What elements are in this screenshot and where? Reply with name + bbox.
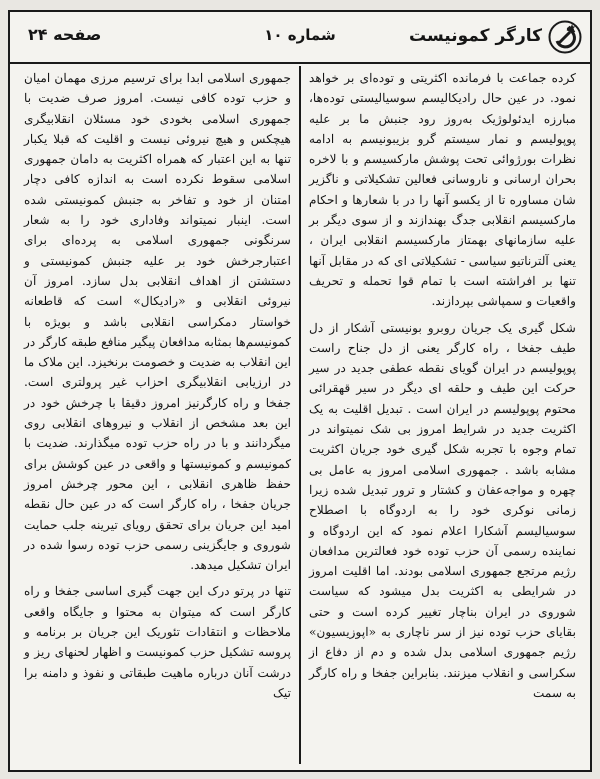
- newspaper-page: [8, 10, 592, 772]
- paragraph: جمهوری اسلامی ابدا برای ترسیم مرزی مهمان امیان و حزب توده کافی نیست. امروز صرف ضدیت با جمهوری اسلامی بخودی خود مسئلان انقلابیگری هیچکس و هیچ نیروئی نیست و اقلیت که قبلا یکبار تنها به این اعتبار که همراه اکثریت به دامان جمهوری اسلامی سقوط نکرده است به اندازه کافی دچار امتنان از خود و تفاخر به جنبش کمونیستی شده است. اینبار نمیتواند وفاداری خود را به شعار سرنگونی جمهوری اسلامی به پرده‌ای برای اعتبارجرخش خود بر علیه جنبش کمونیستی و دستشتن از اهداف انقلابی بدل سازد. امروز آن نیروئی انقلابی و «رادیکال» است که قاطعانه خواستار دمکراسی انقلابی باشد و بویژه با کمونیسم‌ها بمثابه مدافعان پیگیر منافع طبقه کارگر در این انقلاب به ضدیت و خصومت برنخیزد. این ملاک ما در ارزیابی انقلابیگری احزاب غیر پرولتری است. جفخا و راه کارگرنیز امروز دقیقا با چرخش خود در این بعد مشخص از انقلاب و نیروهای انقلابی روی میگردانند و با در راه حزب توده میگذارند. ضدیت با کمونیسم و کمونیستها و واقعی در عین کوشش برای حفظ ظاهری انقلابی ، این محور چرخش امروز جریان جفخا ، راه کارگر است که در عین حال نقطه امید این جریان برای تحقق رویای تیرینه جلب حمایت شوروی و جایگزینی رسمی حزب توده رسوا شده در ایران تشکیل میدهد.: [24, 71, 291, 573]
- paragraph: تنها در پرتو درک این جهت گیری اساسی جفخا و راه کارگر است که میتوان به محتوا و جایگاه واقعی ملاحظات و انتقادات تئوریک این جریان بر برنامه و پروسه تشکیل حزب کمونیست و اظهار لحنهای ریز و درشت آنان درباره ماهیت طبقاتی و نفوذ و دامنه برا تیک: [24, 584, 291, 700]
- article-columns: [16, 66, 584, 764]
- paragraph: شکل گیری یک جریان روبرو بونیستی آشکار از دل طیف جفخا ، راه کارگر یعنی از دل جناح راست پوپولیسم در ایران گویای نقطه عطفی جدید در سیر حرکت این طیف و حلقه ای دیگر در سیر قهقرائی محتوم پوپولیسم در ایران است . تبدیل اقلیت به یک اکثریت جدید در شرایط امروز بی شک نمیتواند در تمام وجوه با تجربه شکل گیری خود جریان اکثریت مشابه باشد . جمهوری اسلامی امروز به عامل بی چهره و مواجه‌عفان و کشتار و ترور تبدیل شده زیرا زمانی نوکری خود را به اردوگاه با اصطلاح سوسیالیسم آشکارا اعلام نمود که این اردوگاه و نماینده رسمی آن حزب توده خود فعالترین مدافعان رژیم مرتجع جمهوری اسلامی بودند. اما اقلیت امروز در شرایطی به اکثریت بدل میشود که سیاست شوروی در ایران بناچار تغییر کرده است و حتی بقایای حزب توده نیز از سر ناچاری به «اپوزیسیون» رژیم جمهوری اسلامی بدل شده و دم از دفاع از سکراسی و انقلاب میزنند. بنابراین جفخا و راه کارگر به سمت: [309, 320, 576, 700]
- paragraph: کرده جماعت با فرمانده اکثریتی و توده‌ای بر خواهد نمود. در عین حال رادیکالیسم سوسیالیستی توده‌ها، مبارزه ایدئولوژیک به‌روز رود جنبش ما بر علیه پوپولیسم و نمار سیستم گرو بزیبونیسم به ادامه نظرات بورژوائی تحت پوشش مارکسیسم و با لاخره بحران ارسانی و ناروسانی فعالین تشکیلاتی و ناگزیر شان مساوره‌ تا از یکسو آنها را در با شعارها و احکام مارکسیسم انقلابی جدگ بهندازند و از سوی دیگر بر علیه سازمانهای بهمتاز مارکسیسم انقلابی ایران ، یعنی آلترناتیو سیاسی - تشکیلاتی ای که در مقابل آنها تنها بر افراشته است با تمام قوا تحمله و تحریف واقعیات و سمپاشی بپردازند.: [309, 71, 576, 309]
- issue-number: شماره ۱۰: [264, 26, 336, 44]
- left-column: [16, 66, 299, 764]
- page-header: [10, 12, 590, 64]
- newspaper-title: کارگر کمونیست: [409, 26, 542, 46]
- page-number: صفحه ۲۴: [28, 25, 102, 44]
- right-column: [301, 66, 584, 764]
